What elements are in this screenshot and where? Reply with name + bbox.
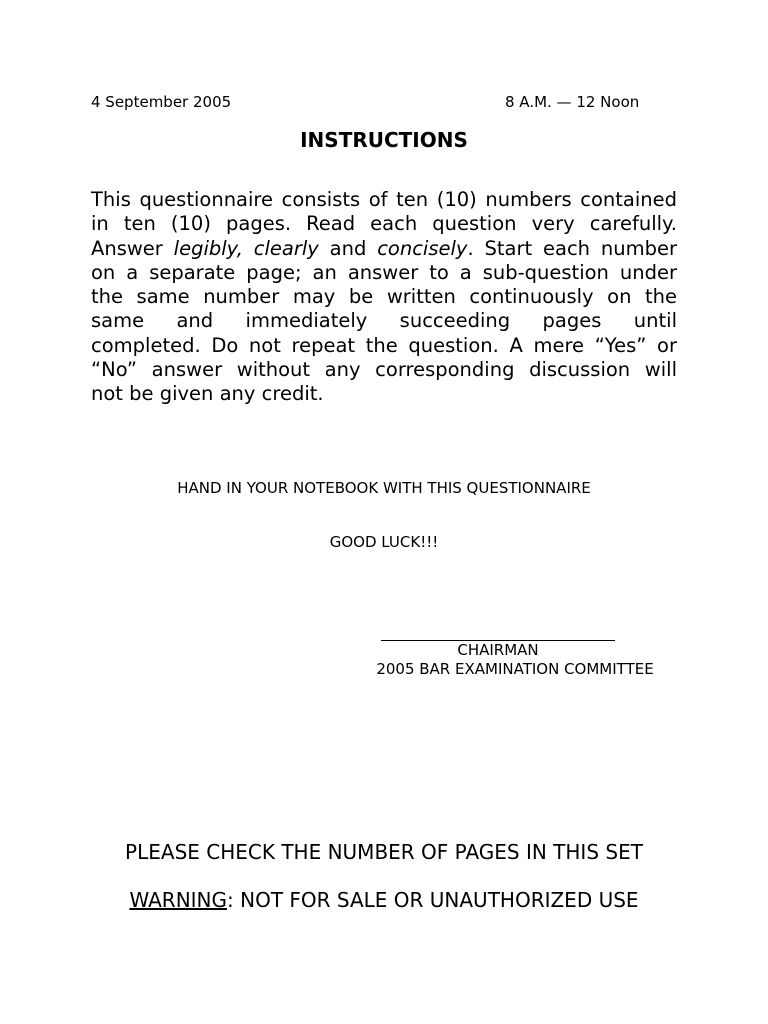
instructions-line: in ten (10) pages. Read each question very carefully. [91, 212, 677, 236]
warning-notice [0, 888, 768, 912]
emphasis-concisely: concisely [377, 236, 468, 260]
warning-label: WARNING [129, 888, 228, 912]
warning-text: : NOT FOR SALE OR UNAUTHORIZED USE [227, 888, 639, 912]
page-title: INSTRUCTIONS [300, 128, 468, 152]
instructions-line: “No” answer without any corresponding discussion will [91, 358, 677, 382]
instructions-line: completed. Do not repeat the question. A mere “Yes” or [91, 333, 677, 357]
check-pages-notice: PLEASE CHECK THE NUMBER OF PAGES IN THIS SET [125, 840, 643, 864]
exam-date: 4 September 2005 [91, 93, 232, 111]
instructions-line: the same number may be written continuously on the [91, 285, 677, 309]
hand-in-notice: HAND IN YOUR NOTEBOOK WITH THIS QUESTIONNAIRE [177, 479, 591, 497]
signature-committee: 2005 BAR EXAMINATION COMMITTEE [376, 660, 654, 678]
instructions-line: same and immediately succeeding pages until [91, 309, 677, 333]
instructions-paragraph [91, 188, 677, 407]
instructions-line: Answer legibly, clearly and concisely. Start each number [91, 236, 677, 260]
good-luck-text: GOOD LUCK!!! [329, 533, 439, 551]
instructions-line: on a separate page; an answer to a sub-question under [91, 260, 677, 284]
signature-title: CHAIRMAN [457, 641, 539, 659]
instructions-line: not be given any credit. [91, 382, 324, 406]
exam-time: 8 A.M. — 12 Noon [505, 93, 640, 111]
instructions-line: This questionnaire consists of ten (10) numbers contained [91, 188, 677, 211]
emphasis-legibly-clearly: legibly, clearly [173, 236, 319, 260]
